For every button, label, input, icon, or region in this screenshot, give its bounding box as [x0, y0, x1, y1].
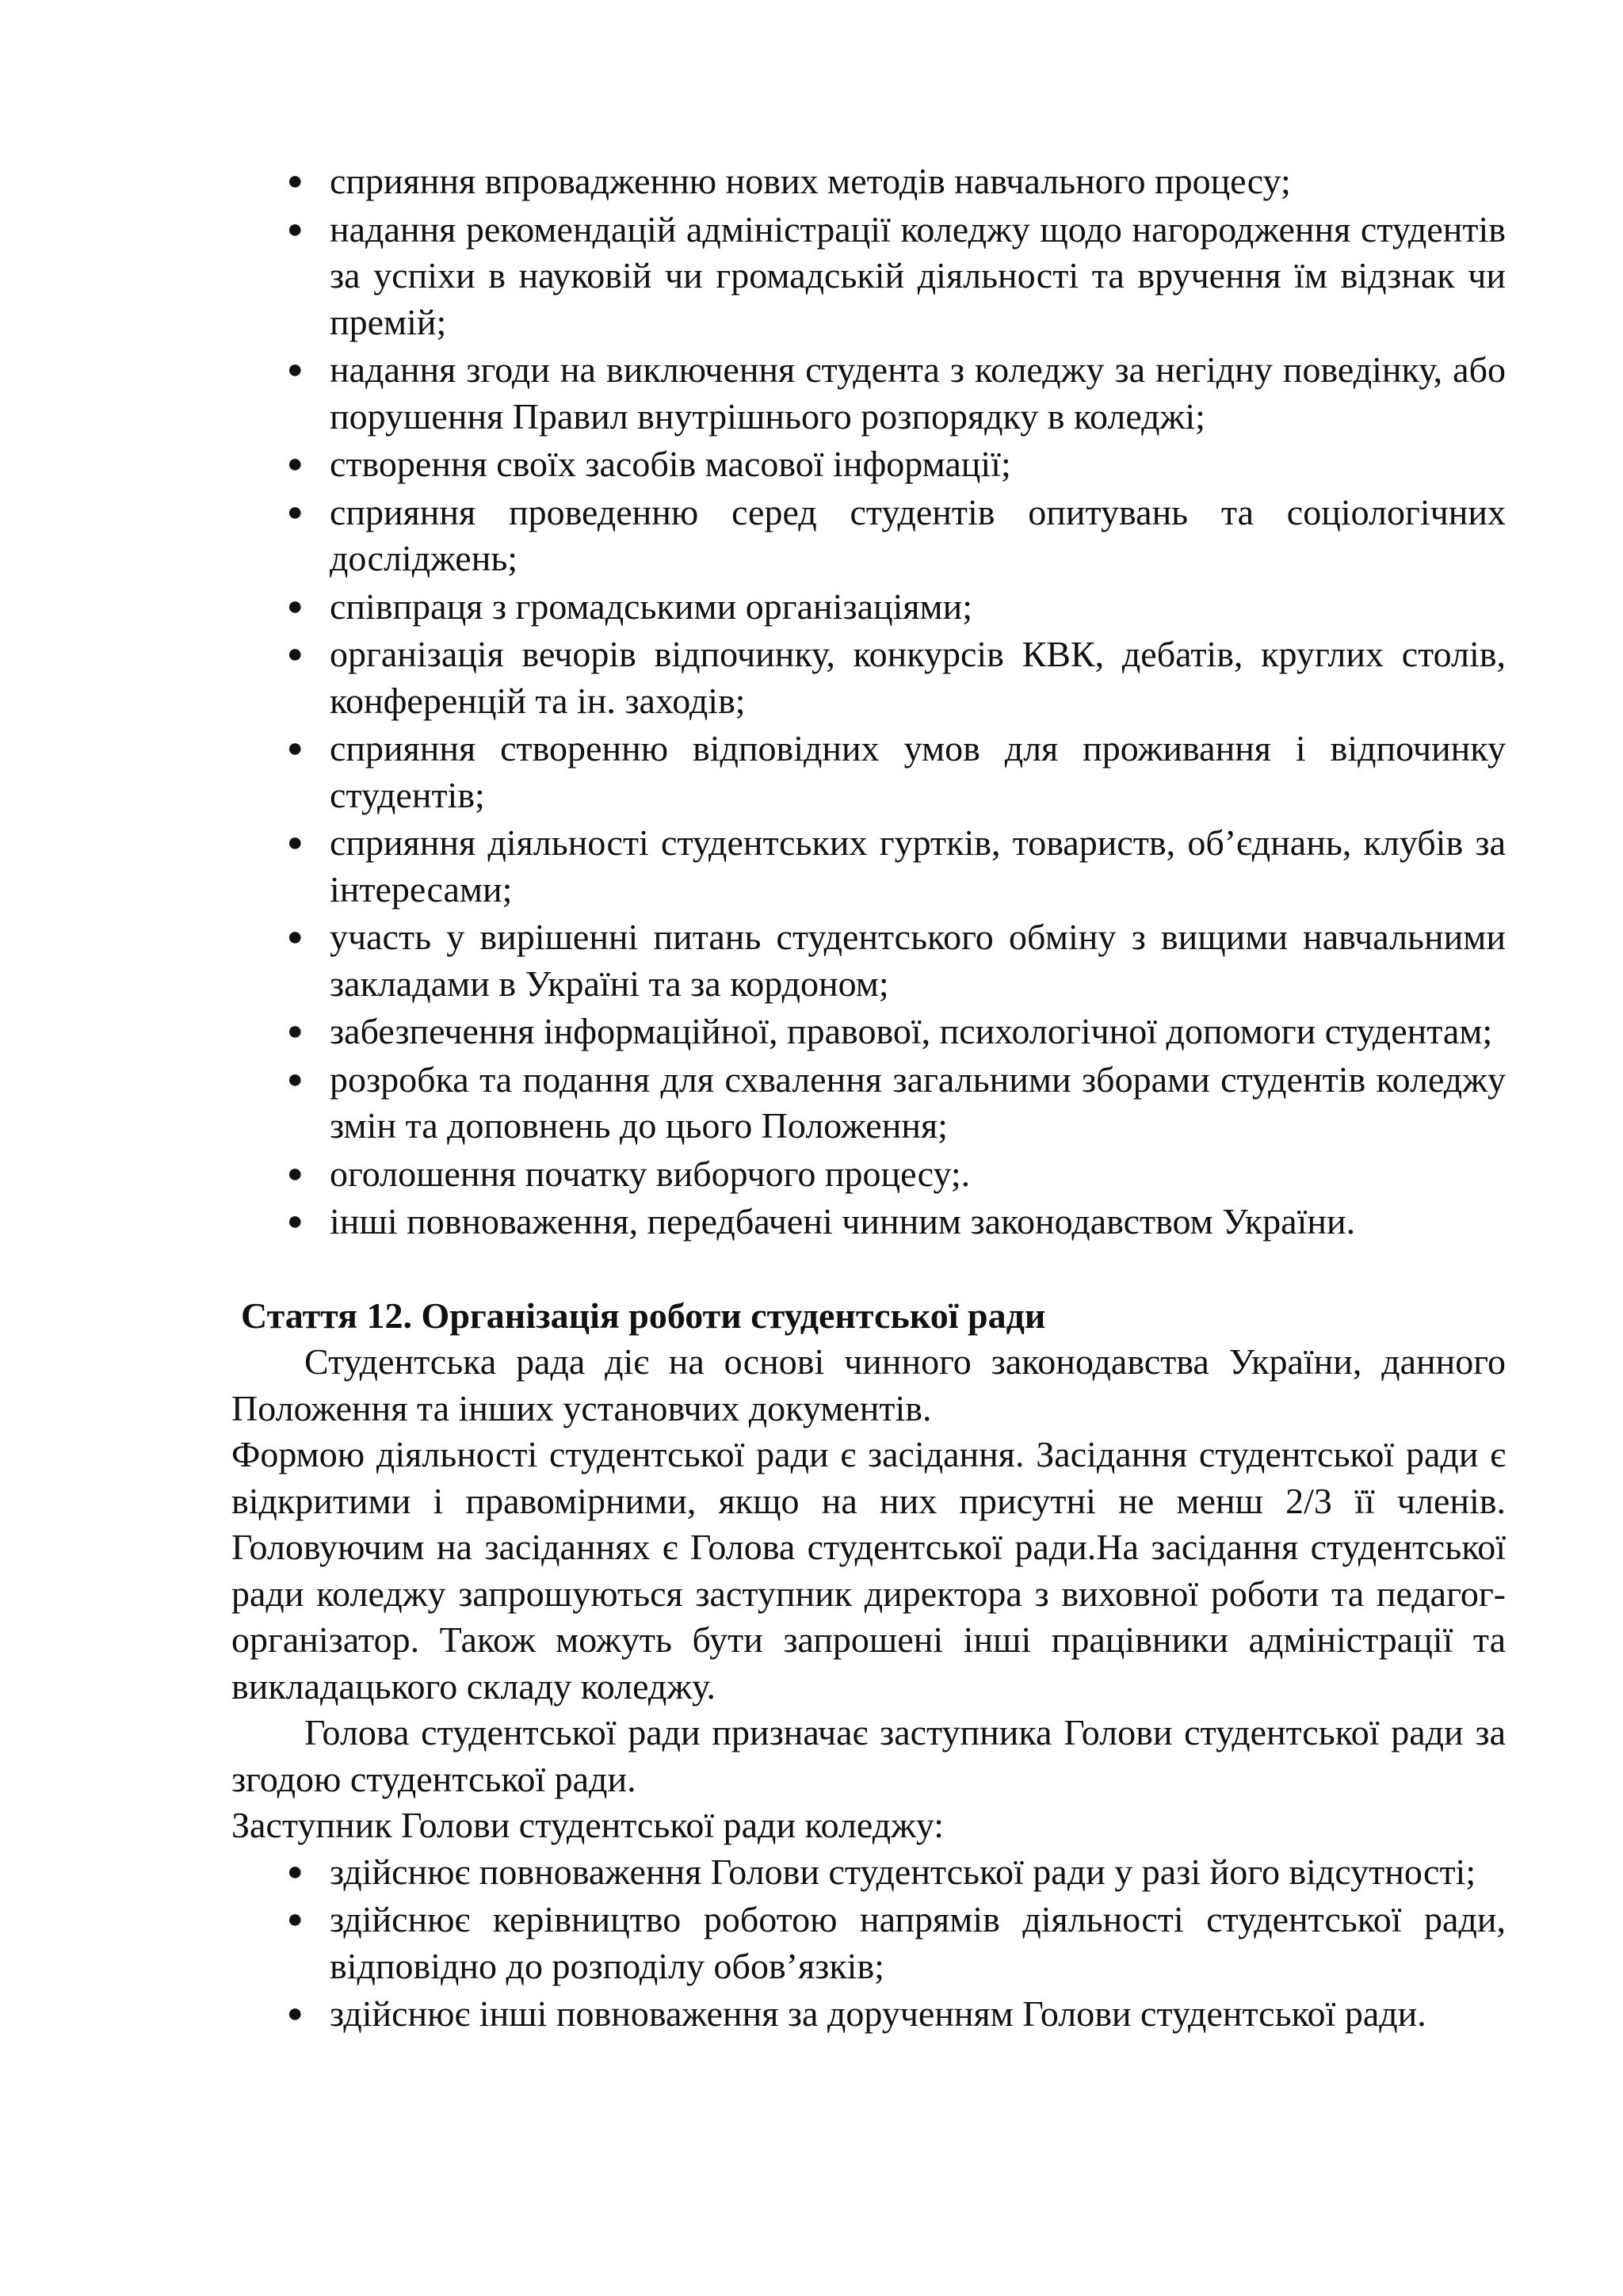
- powers-list: [231, 158, 1506, 1245]
- article-heading: Стаття 12. Організація роботи студентської ради: [241, 1295, 1046, 1336]
- list-item-text: сприяння впровадженню нових методів навчального процесу;: [330, 161, 1291, 201]
- bullet-icon: ●: [287, 1064, 304, 1094]
- bullet-icon: ●: [287, 591, 304, 621]
- list-item-text: надання згоди на виключення студента з коледжу за негідну поведінку, або порушення Правил внутрішнього розпорядку в коледжі;: [330, 349, 1506, 437]
- list-item-text: здійснює повноваження Голови студентської ради у разі його відсутності;: [330, 1851, 1476, 1892]
- bullet-icon: ●: [287, 639, 304, 669]
- bullet-icon: ●: [287, 355, 304, 384]
- list-item: [231, 1009, 1506, 1055]
- list-item-text: інші повноваження, передбачені чинним законодавством України.: [330, 1201, 1356, 1241]
- list-item-text: сприяння проведенню серед студентів опитувань та соціологічних досліджень;: [330, 491, 1506, 578]
- list-item-text: надання рекомендацій адміністрації коледжу щодо нагородження студентів за успіхи в науковій чи громадській діяльності та вручення їм відзнак чи премій;: [330, 208, 1506, 342]
- list-item-text: розробка та подання для схвалення загальними зборами студентів коледжу змін та доповнень до цього Положення;: [330, 1058, 1506, 1146]
- list-item-text: сприяння діяльності студентських гуртків, товариств, об’єднань, клубів за інтересами;: [330, 822, 1506, 910]
- list-item: [231, 1849, 1506, 1896]
- bullet-icon: ●: [287, 734, 304, 763]
- list-item: [231, 1199, 1506, 1245]
- list-item: [231, 490, 1506, 582]
- paragraph: Формою діяльності студентської ради є засідання. Засідання студентської ради є відкритими і правомірними, якщо на них присутні не менш 2/3 її членів. Головуючим на засіданнях є Голова студентської ради.На засідання студентської ради коледжу запрошуються заступник директора з виховної роботи та педагог- організатор. Також можуть бути запрошені інші працівники адміністрації та викладацького складу коледжу.: [231, 1434, 1506, 1707]
- list-item: [231, 1151, 1506, 1198]
- list-item-text: сприяння створенню відповідних умов для проживання і відпочинку студентів;: [330, 728, 1506, 815]
- list-item-text: організація вечорів відпочинку, конкурсів КВК, дебатів, круглих столів, конференцій та ін. заходів;: [330, 634, 1506, 721]
- list-item: [231, 1991, 1506, 2038]
- bullet-icon: ●: [287, 922, 304, 952]
- list-item-text: створення своїх засобів масової інформації;: [330, 444, 1011, 484]
- list-item: [231, 584, 1506, 631]
- list-item: [231, 207, 1506, 346]
- deputy-duties-list: [231, 1849, 1506, 2038]
- bullet-icon: ●: [287, 497, 304, 527]
- list-item: [231, 914, 1506, 1007]
- list-item-text: забезпечення інформаційної, правової, психологічної допомоги студентам;: [330, 1011, 1493, 1051]
- paragraph: Заступник Голови студентської ради коледжу:: [231, 1805, 945, 1845]
- list-item: [231, 1897, 1506, 1989]
- bullet-icon: ●: [287, 828, 304, 857]
- bullet-icon: ●: [287, 166, 304, 196]
- bullet-icon: ●: [287, 214, 304, 244]
- list-item-text: співпраця з громадськими організаціями;: [330, 585, 973, 627]
- list-item: [231, 820, 1506, 913]
- bullet-icon: ●: [287, 1016, 304, 1046]
- paragraph: Студентська рада діє на основі чинного законодавства України, данного Положення та інших установчих документів.: [231, 1341, 1506, 1428]
- list-item: [231, 441, 1506, 488]
- list-item: [231, 1057, 1506, 1150]
- bullet-icon: ●: [287, 1905, 304, 1934]
- bullet-icon: ●: [287, 1207, 304, 1236]
- list-item: [231, 631, 1506, 724]
- bullet-icon: ●: [287, 1158, 304, 1188]
- list-item-text: оголошення початку виборчого процесу;.: [330, 1153, 971, 1194]
- bullet-icon: ●: [287, 449, 304, 479]
- list-item: [231, 347, 1506, 440]
- document-page: [231, 158, 1506, 2039]
- bullet-icon: ●: [287, 1856, 304, 1886]
- list-item: [231, 158, 1506, 205]
- list-item-text: участь у вирішенні питань студентського обміну з вищими навчальними закладами в Україні та за кордоном;: [330, 917, 1506, 1004]
- paragraph: Голова студентської ради призначає заступника Голови студентської ради за згодою студентської ради.: [231, 1712, 1506, 1799]
- list-item: [231, 726, 1506, 818]
- list-item-text: здійснює керівництво роботою напрямів діяльності студентської ради, відповідно до розподілу обов’язків;: [330, 1899, 1506, 1986]
- bullet-icon: ●: [287, 1999, 304, 2028]
- list-item-text: здійснює інші повноваження за дорученням Голови студентської ради.: [330, 1993, 1426, 2034]
